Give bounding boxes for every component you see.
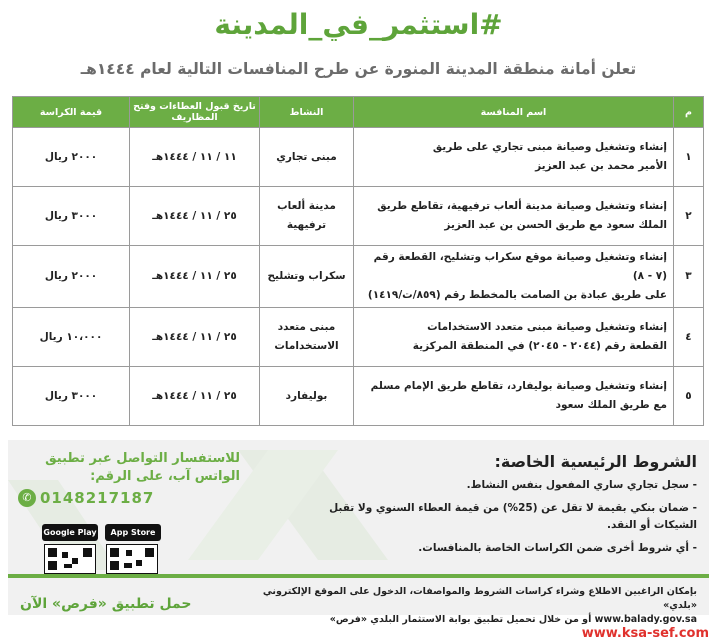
row-date: ١١ / ١١ / ١٤٤٤هـ [130,128,260,187]
row-activity: مبنى متعدد الاستخدامات [260,308,354,367]
condition-item: - أي شروط أخرى ضمن الكراسات الخاصة بالمنافسات. [418,542,697,554]
row-date: ٢٥ / ١١ / ١٤٤٤هـ [130,308,260,367]
row-name: إنشاء وتشغيل وصيانة مبنى تجاري على طريق الأمير محمد بن عبد العزيز [354,128,674,187]
row-date: ٢٥ / ١١ / ١٤٤٤هـ [130,187,260,246]
qr-code-icon [44,544,96,574]
contact-line: الواتس آب، على الرقم: [90,469,240,484]
row-activity: بوليفارد [260,367,354,426]
google-play-button[interactable]: Google Play [42,524,98,541]
page-title: #استثمر_في_المدينة [214,8,503,41]
header-date: تاريخ قبول العطاءات وفتح المظاريف [130,97,260,128]
condition-item: - ضمان بنكي بقيمة لا تقل عن (25%) من قيمة العطاء السنوي ولا تقبل الشيكات أو النقد. [329,502,697,531]
row-name: إنشاء وتشغيل وصيانة بوليفارد، تقاطع طريق الإمام مسلم مع طريق الملك سعود [354,367,674,426]
row-activity: سكراب وتشليح [260,246,354,308]
row-date: ٢٥ / ١١ / ١٤٤٤هـ [130,246,260,308]
row-price: ٣٠٠٠ ريال [13,187,130,246]
table-row [13,128,704,187]
condition-item: - سجل تجاري ساري المفعول بنفس النشاط. [466,479,697,491]
row-num: ٥ [674,367,704,426]
app-store-button[interactable]: App Store [105,524,161,541]
header-num: م [674,97,704,128]
watermark-url: www.ksa-sef.com [581,626,709,641]
table-row [13,308,704,367]
row-name: إنشاء وتشغيل وصيانة مبنى متعدد الاستخدامات القطعة رقم (٢٠٤٤ - ٢٠٤٥) في المنطقة المركزية [354,308,674,367]
tenders-table [12,96,704,426]
row-activity: مدينة ألعاب ترفيهية [260,187,354,246]
divider-bar [8,574,709,578]
table-row [13,367,704,426]
phone-number[interactable]: 0148217187 [40,489,155,507]
row-num: ١ [674,128,704,187]
app-download-label: حمل تطبيق «فرص» الآن [20,596,192,612]
row-price: ٣٠٠٠ ريال [13,367,130,426]
row-name: إنشاء وتشغيل وصيانة موقع سكراب وتشليح، القطعة رقم (٧ - ٨) على طريق عبادة بن الصامت بالمخطط رقم (٨٥٩/ت/١٤١٩) [354,246,674,308]
header-price: قيمة الكراسة [13,97,130,128]
row-price: ١٠،٠٠٠ ريال [13,308,130,367]
table-header-row [13,97,704,128]
row-date: ٢٥ / ١١ / ١٤٤٤هـ [130,367,260,426]
conditions-heading: الشروط الرئيسية الخاصة: [494,452,697,471]
row-price: ٢٠٠٠ ريال [13,128,130,187]
page-subtitle: تعلن أمانة منطقة المدينة المنورة عن طرح المنافسات التالية لعام ١٤٤٤هـ [80,60,637,78]
footer-note: بإمكان الراغبين الاطلاع وشراء كراسات الشروط والمواصفات، الدخول على الموقع الإلكتروني «بلدي» www.balady.gov.sa أو من خلال تحميل تطبيق بوابة الاستثمار البلدي «فرص» [262,586,697,625]
row-num: ٣ [674,246,704,308]
row-price: ٢٠٠٠ ريال [13,246,130,308]
table-row [13,187,704,246]
header-activity: النشاط [260,97,354,128]
row-num: ٤ [674,308,704,367]
whatsapp-icon: ✆ [18,489,36,507]
header-name: اسم المنافسة [354,97,674,128]
contact-section [20,450,240,486]
row-activity: مبنى تجاري [260,128,354,187]
row-num: ٢ [674,187,704,246]
qr-code-icon [106,544,158,574]
row-name: إنشاء وتشغيل وصيانة مدينة ألعاب ترفيهية، تقاطع طريق الملك سعود مع طريق الحسن بن عبد العزيز [354,187,674,246]
table-row [13,246,704,308]
contact-line: للاستفسار التواصل عبر تطبيق [45,451,240,466]
conditions-section [297,452,697,557]
